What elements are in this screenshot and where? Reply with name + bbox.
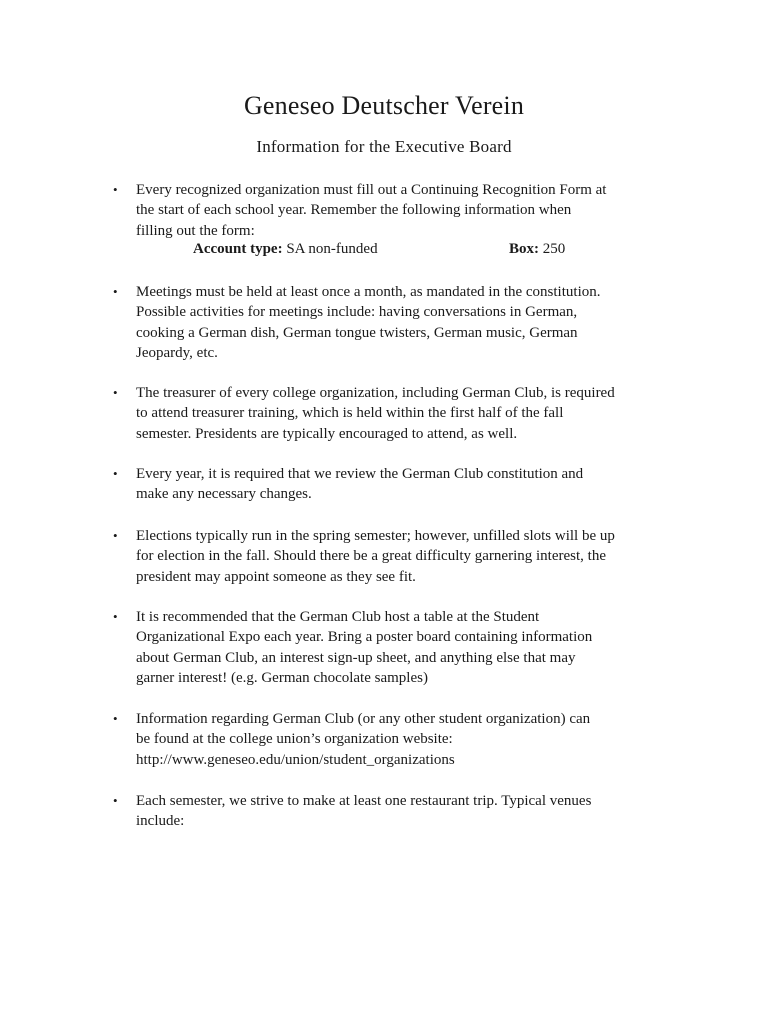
list-item-line: Elections typically run in the spring semester; however, unfilled slots will be up — [136, 528, 615, 544]
list-item-line: Every year, it is required that we review the German Club constitution and — [136, 466, 584, 482]
bullet-icon: • — [113, 385, 118, 400]
bullet-icon: • — [113, 711, 118, 726]
list-item-line: Information regarding German Club (or any other student organization) can — [136, 711, 591, 727]
account-type-label: Account type: — [193, 241, 283, 257]
bullet-icon: • — [113, 466, 118, 481]
list-item-line: about German Club, an interest sign-up sheet, and anything else that may — [136, 649, 576, 666]
bullet-icon: • — [113, 793, 118, 808]
box-value: 250 — [542, 241, 566, 257]
list-item-line: filling out the form: — [136, 222, 255, 239]
list-item — [136, 791, 696, 832]
box-label: Box: — [509, 241, 539, 257]
list-item — [136, 383, 696, 444]
list-item-line: The treasurer of every college organization, including German Club, is required — [136, 385, 615, 401]
list-item — [136, 282, 696, 363]
bullet-icon: • — [113, 609, 118, 624]
list-item-line: Jeopardy, etc. — [136, 344, 218, 361]
list-item-line: be found at the college union’s organization website: — [136, 731, 453, 748]
list-item-line: to attend treasurer training, which is held within the first half of the fall — [136, 405, 564, 422]
list-item — [136, 607, 696, 688]
list-item-line: Organizational Expo each year. Bring a poster board containing information — [136, 629, 593, 646]
box-number — [509, 239, 565, 259]
list-item-line: Possible activities for meetings include: having conversations in German, — [136, 304, 578, 321]
document-subtitle: Information for the Executive Board — [256, 137, 512, 156]
list-item-line: for election in the fall. Should there be a great difficulty garnering interest, the — [136, 548, 606, 565]
account-type-value: SA non-funded — [286, 241, 378, 257]
list-item — [136, 464, 696, 505]
bullet-icon: • — [113, 284, 118, 299]
list-item-line: president may appoint someone as they see fit. — [136, 568, 416, 585]
list-item-line: make any necessary changes. — [136, 486, 312, 503]
list-item-line: cooking a German dish, German tongue twisters, German music, German — [136, 324, 578, 341]
list-item — [136, 180, 696, 241]
list-item — [136, 526, 696, 587]
list-item-line: garner interest! (e.g. German chocolate samples) — [136, 669, 428, 686]
list-item-line: Meetings must be held at least once a month, as mandated in the constitution. — [136, 284, 601, 300]
bullet-icon: • — [113, 182, 118, 197]
website-url[interactable]: http://www.geneseo.edu/union/student_organizations — [136, 751, 455, 768]
list-item — [136, 709, 696, 770]
list-item-line: Each semester, we strive to make at least one restaurant trip. Typical venues — [136, 793, 592, 809]
list-item-line: It is recommended that the German Club host a table at the Student — [136, 609, 540, 625]
list-item-line: Every recognized organization must fill out a Continuing Recognition Form at — [136, 182, 607, 198]
document-title: Geneseo Deutscher Verein — [243, 91, 525, 120]
account-type — [193, 239, 378, 259]
list-item-line: include: — [136, 813, 185, 830]
list-item-line: semester. Presidents are typically encouraged to attend, as well. — [136, 425, 518, 442]
list-item-line: the start of each school year. Remember the following information when — [136, 202, 572, 219]
bullet-icon: • — [113, 528, 118, 543]
